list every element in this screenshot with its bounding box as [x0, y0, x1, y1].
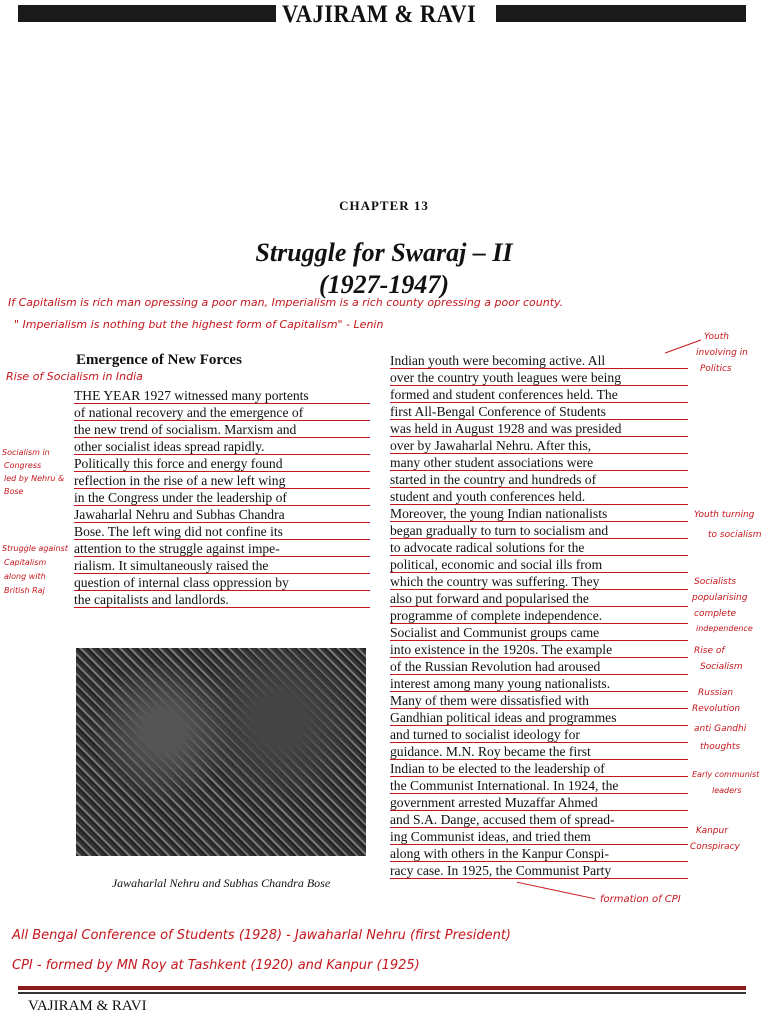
- text-line: Gandhian political ideas and programmes: [390, 709, 688, 726]
- text-line: many other student associations were: [390, 454, 688, 471]
- margin-note: anti Gandhi: [694, 724, 747, 734]
- section-heading: Emergence of New Forces: [76, 352, 242, 368]
- margin-note: formation of CPI: [600, 894, 681, 905]
- text-line: THE YEAR 1927 witnessed many portents: [74, 387, 370, 404]
- text-line: programme of complete independence.: [390, 607, 688, 624]
- text-line: Socialist and Communist groups came: [390, 624, 688, 641]
- margin-note: Socialism: [700, 662, 743, 672]
- margin-note: independence: [696, 624, 753, 633]
- margin-note: involving in: [696, 348, 748, 358]
- text-line: and S.A. Dange, accused them of spread-: [390, 811, 688, 828]
- text-line: and turned to socialist ideology for: [390, 726, 688, 743]
- text-line: first All-Bengal Conference of Students: [390, 403, 688, 420]
- header-bar-right: [496, 5, 746, 22]
- margin-note: Socialism in: [2, 448, 50, 457]
- text-line: which the country was suffering. They: [390, 573, 688, 590]
- note-cpi: CPI - formed by MN Roy at Tashkent (1920) and Kanpur (1925): [12, 958, 420, 973]
- margin-note: to socialism: [708, 530, 762, 540]
- margin-note: leaders: [712, 786, 742, 795]
- margin-note: Congress: [4, 461, 42, 470]
- text-line: Many of them were dissatisfied with: [390, 692, 688, 709]
- text-line: Bose. The left wing did not confine its: [74, 523, 370, 540]
- margin-note: popularising: [692, 593, 748, 603]
- text-line: government arrested Muzaffar Ahmed: [390, 794, 688, 811]
- text-line: Indian youth were becoming active. All: [390, 352, 688, 369]
- text-line: of national recovery and the emergence of: [74, 404, 370, 421]
- margin-note: led by Nehru &: [4, 474, 65, 483]
- margin-note: Socialists: [694, 577, 737, 587]
- text-line: to advocate radical solutions for the: [390, 539, 688, 556]
- text-line: reflection in the rise of a new left wing: [74, 472, 370, 489]
- margin-note: Struggle against: [2, 544, 68, 553]
- margin-note: Early communist: [692, 770, 760, 779]
- text-line: in the Congress under the leadership of: [74, 489, 370, 506]
- annotation-arrow: [517, 882, 595, 900]
- header-title: VAJIRAM & RAVI: [282, 1, 477, 28]
- text-line: other socialist ideas spread rapidly.: [74, 438, 370, 455]
- text-line: racy case. In 1925, the Communist Party: [390, 862, 688, 879]
- margin-note: Revolution: [692, 704, 741, 714]
- text-line: attention to the struggle against impe-: [74, 540, 370, 557]
- margin-note: Rise of Socialism in India: [6, 370, 143, 383]
- chapter-title: Struggle for Swaraj – II: [255, 238, 513, 267]
- text-line: the new trend of socialism. Marxism and: [74, 421, 370, 438]
- note-bengal-conference: All Bengal Conference of Students (1928) - Jawaharlal Nehru (first President): [12, 928, 511, 943]
- margin-note: Rise of: [694, 646, 725, 656]
- note-capitalism: If Capitalism is rich man opressing a poor man, Imperialism is a rich county opressing a poor county.: [8, 296, 564, 309]
- right-column: [390, 352, 688, 879]
- text-line: the capitalists and landlords.: [74, 591, 370, 608]
- header-bar-left: [18, 5, 276, 22]
- footer-rule: [18, 992, 746, 994]
- margin-note: Capitalism: [4, 558, 47, 567]
- margin-note: along with: [4, 572, 46, 581]
- text-line: question of internal class oppression by: [74, 574, 370, 591]
- margin-note: Bose: [4, 487, 24, 496]
- footer-rule: [18, 986, 746, 990]
- chapter-label: CHAPTER 13: [339, 198, 429, 213]
- text-line: also put forward and popularised the: [390, 590, 688, 607]
- margin-note: thoughts: [700, 742, 741, 752]
- chapter-years: (1927-1947): [319, 270, 449, 299]
- text-line: rialism. It simultaneously raised the: [74, 557, 370, 574]
- text-line: along with others in the Kanpur Conspi-: [390, 845, 688, 862]
- footer-text: VAJIRAM & RAVI: [28, 998, 147, 1014]
- photo-caption: Jawaharlal Nehru and Subhas Chandra Bose: [111, 876, 331, 890]
- text-line: Moreover, the young Indian nationalists: [390, 505, 688, 522]
- text-line: Politically this force and energy found: [74, 455, 370, 472]
- margin-note: Politics: [700, 364, 732, 374]
- margin-note: Conspiracy: [690, 842, 740, 852]
- text-line: over by Jawaharlal Nehru. After this,: [390, 437, 688, 454]
- margin-note: Russian: [698, 688, 734, 698]
- text-line: Jawaharlal Nehru and Subhas Chandra: [74, 506, 370, 523]
- margin-note: Youth: [704, 332, 729, 342]
- note-lenin: " Imperialism is nothing but the highest form of Capitalism" - Lenin: [14, 318, 384, 331]
- text-line: was held in August 1928 and was presided: [390, 420, 688, 437]
- text-line: interest among many young nationalists.: [390, 675, 688, 692]
- text-line: formed and student conferences held. The: [390, 386, 688, 403]
- text-line: the Communist International. In 1924, the: [390, 777, 688, 794]
- text-line: student and youth conferences held.: [390, 488, 688, 505]
- text-line: guidance. M.N. Roy became the first: [390, 743, 688, 760]
- left-column: [74, 387, 370, 608]
- text-line: Indian to be elected to the leadership of: [390, 760, 688, 777]
- photo-nehru-bose: [76, 648, 366, 856]
- text-line: began gradually to turn to socialism and: [390, 522, 688, 539]
- margin-note: Youth turning: [694, 510, 755, 520]
- text-line: ing Communist ideas, and tried them: [390, 828, 688, 845]
- text-line: political, economic and social ills from: [390, 556, 688, 573]
- text-line: started in the country and hundreds of: [390, 471, 688, 488]
- text-line: into existence in the 1920s. The example: [390, 641, 688, 658]
- text-line: of the Russian Revolution had aroused: [390, 658, 688, 675]
- margin-note: British Raj: [4, 586, 45, 595]
- margin-note: Kanpur: [696, 826, 728, 836]
- text-line: over the country youth leagues were being: [390, 369, 688, 386]
- margin-note: complete: [694, 609, 737, 619]
